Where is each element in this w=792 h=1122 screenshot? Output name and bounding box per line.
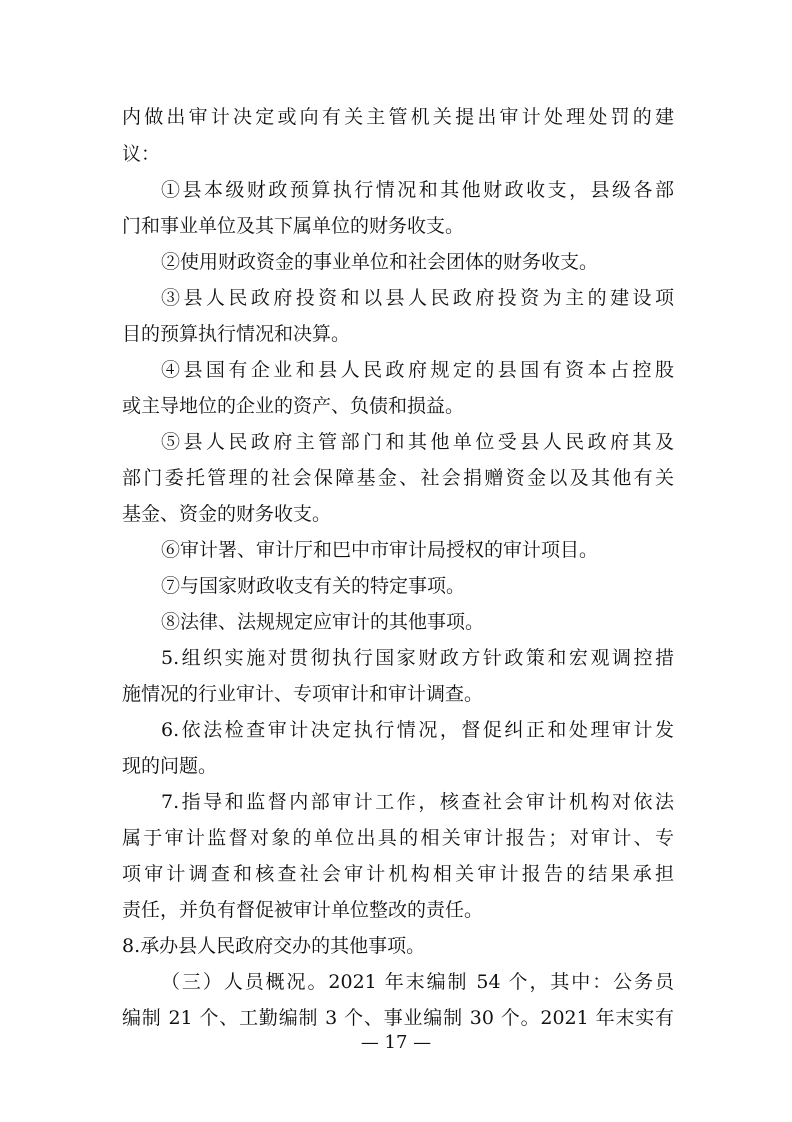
page-number: — 17 — — [360, 1032, 432, 1053]
body-line-5: ②使用财政资金的事业单位和社会团体的财务收支。 — [161, 251, 599, 273]
body-line-6: ③县人民政府投资和以县人民政府投资为主的建设项 — [161, 287, 674, 309]
body-line-14: ⑦与国家财政收支有关的特定事项。 — [161, 575, 466, 597]
body-line-4: 门和事业单位及其下属单位的财务收支。 — [122, 215, 465, 237]
body-line-23: 责任，并负有督促被审计单位整改的责任。 — [122, 899, 484, 921]
body-line-24: 8.承办县人民政府交办的其他事项。 — [122, 935, 426, 957]
body-line-15: ⑧法律、法规规定应审计的其他事项。 — [161, 611, 485, 633]
body-line-22: 项审计调查和核查社会审计机构相关审计报告的结果承担 — [122, 863, 674, 885]
body-line-16: 5.组织实施对贯彻执行国家财政方针政策和宏观调控措 — [161, 647, 674, 669]
body-line-2: 议： — [122, 143, 161, 165]
body-line-19: 现的问题。 — [122, 755, 218, 777]
body-line-17: 施情况的行业审计、专项审计和审计调查。 — [122, 683, 484, 705]
body-line-10: ⑤县人民政府主管部门和其他单位受县人民政府其及 — [161, 431, 674, 453]
body-line-8: ④县国有企业和县人民政府规定的县国有资本占控股 — [161, 359, 674, 381]
body-line-21: 属于审计监督对象的单位出具的相关审计报告；对审计、专 — [122, 827, 674, 849]
body-line-13: ⑥审计署、审计厅和巴中市审计局授权的审计项目。 — [161, 539, 599, 561]
body-line-3: ①县本级财政预算执行情况和其他财政收支，县级各部 — [161, 179, 674, 201]
body-line-12: 基金、资金的财务收支。 — [122, 503, 332, 525]
body-line-9: 或主导地位的企业的资产、负债和损益。 — [122, 395, 465, 417]
body-line-11: 部门委托管理的社会保障基金、社会捐赠资金以及其他有关 — [122, 467, 674, 489]
body-line-26: 编制 21 个、工勤编制 3 个、事业编制 30 个。2021 年末实有 — [122, 1007, 674, 1029]
body-line-7: 目的预算执行情况和决算。 — [122, 323, 351, 345]
body-line-25: （三）人员概况。2021 年末编制 54 个，其中：公务员 — [161, 971, 674, 993]
body-line-1: 内做出审计决定或向有关主管机关提出审计处理处罚的建 — [122, 106, 674, 128]
body-line-18: 6.依法检查审计决定执行情况，督促纠正和处理审计发 — [161, 719, 674, 741]
body-line-20: 7.指导和监督内部审计工作，核查社会审计机构对依法 — [161, 791, 674, 813]
